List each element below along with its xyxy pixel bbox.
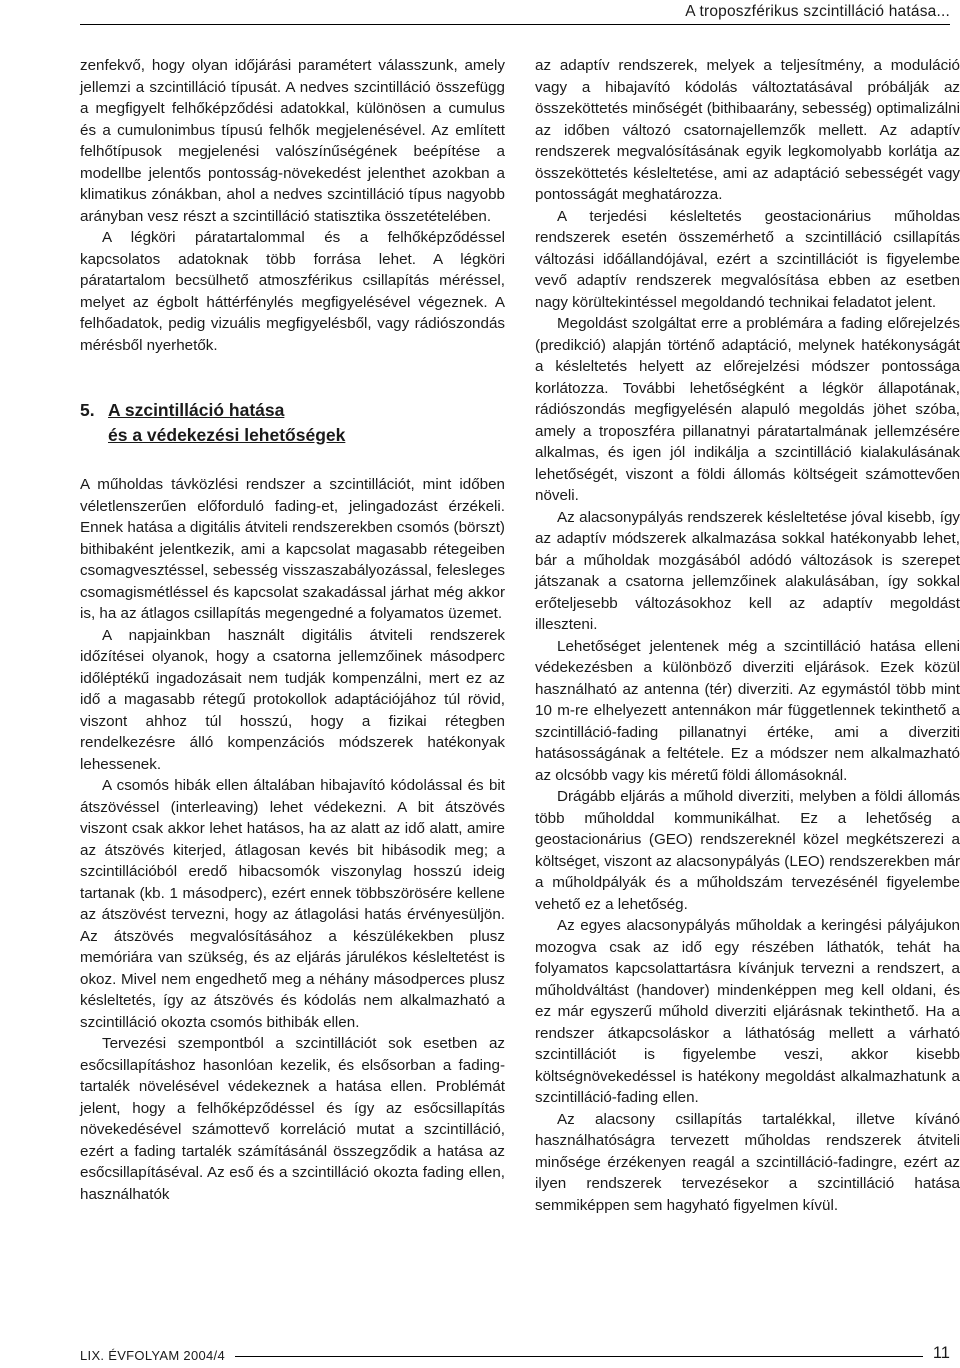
left-paragraph-6: Tervezési szempontból a szcintillációt sok esetben az esőcsillapításhoz hasonlóan kezelik, és elsősorban a fading-tartalék növelésével védekeznek a hatása ellen. Problémát jelent, hogy a felhőképződéssel és így az esőcsillapítás növekedésével számottevő korreláció mutat a szcintilláció, ezért a fading tartalék számításánál összegződik a hatása az esőcsillapításéval. Az eső és a szcintilláció okozta fading ellen, használhatók — [80, 1035, 505, 1203]
right-paragraph-7: Az egyes alacsonypályás műholdak a keringési pályájukon mozogva csak az idő egy részében láthatók, tehát ha folyamatos kapcsolattartásra kívánjuk tervezni a rendszert, a műholdváltást (handover) mindenképpen meg kell oldani, és ez már egyszerű műhold diverziti eljárásnak tekinthető. Ha a rendszer átkapcsoláskor a láthatóság mellett a várható szcintillációt is figyelembe veszi, akkor kisebb költségnövekedéssel is hatékony megoldást alkalmazhatunk a szcintilláció-fading ellen. — [535, 917, 960, 1106]
right-paragraph-4: Az alacsonypályás rendszerek késleltetése jóval kisebb, így az adaptív módszerek alkalmazása sokkal hatékonyabb lehet, bár a műholdak mozgásából adódó változások is szerepet játszanak a csatorna jellemzőinek alakulásában, így sokkal erőteljesebb változásokhoz kell az adaptív megoldást illeszteni. — [535, 508, 960, 633]
right-paragraph-8: Az alacsony csillapítás tartalékkal, illetve kívánó használhatóságra tervezett műholdas rendszerek átviteli minősége érzékenyen reagál a szcintilláció-fadingre, ezért az ilyen rendszerek tervezésekor a szcintilláció hatása semmiképpen sem hagyható figyelmen kívül. — [535, 1110, 960, 1214]
left-paragraph-2: A légköri páratartalommal és a felhőképződéssel kapcsolatos adatoknak több forrása lehet. A légköri páratartalom becsülhető atmoszférikus csillapítás méréssel, melyet az égbolt háttérfénylés megfigyelésével végeznek. A felhőadatok, pedig vizuális megfigyelésből, vagy rádiószondás mérésből nyerhetők. — [80, 229, 505, 354]
left-paragraph-4: A napjainkban használt digitális átviteli rendszerek időzítései olyanok, hogy a csatorna jellemzőinek másodperc időléptékű ingadozásait nem tudják kompenzálni, mert ez az idő a magasabb rétegű protokollok adaptációjához túl rövid, viszont ahhoz túl hosszú, hogy a fizikai rétegben rendelkezésre álló kompenzációs módszerek hatékonyak lehessenek. — [80, 626, 505, 773]
right-paragraph-5: Lehetőséget jelentenek még a szcintilláció hatása elleni védekezésben a különböző diverziti eljárások. Ezek közül használható az antenna (tér) diverziti. Az egymástól több mint 10 m-re elhelyezett antennákon már függetlennek tekinthető a szcintilláció-fading pillanatnyi értéke, ami a diverziti hatásosságának a feltétele. Ez a módszer nem alkalmazható az olcsóbb vagy kis méretű földi állomásoknál. — [535, 637, 960, 784]
header-rule — [80, 24, 950, 25]
left-paragraph-5: A csomós hibák ellen általában hibajavító kódolással és bit átszövéssel (interleaving) lehet védekezni. A bit átszövés viszont csak akkor lehet hatásos, ha az alatt az idő alatt, amire az átszövés kiterjed, átlagosan kevés bit hibásodik meg; a szcintillációból eredő hibacsomók viszonylag hosszú ideig tartanak (kb. 1 másodperc), ezért ennek többszörösére kellene az átszövést tervezni, hogy az átlagolási hatás érvényesüljön. Az átszövés megvalósításához a készülékekben plusz memóriára van szükség, és az eljárás járulékos késleltetést is okoz. Mivel nem engedhető meg a néhány másodperces plusz késleltetés, így az átszövés és kódolás nem alkalmazható a szcintilláció okozta csomós bithibák ellen. — [80, 777, 505, 1031]
page-number: 11 — [923, 1344, 950, 1363]
running-header — [0, 0, 960, 40]
section-number: 5. — [80, 400, 95, 420]
right-column — [535, 55, 960, 1216]
section-title-line-2: és a védekezési lehetőségek — [108, 425, 346, 445]
right-paragraph-3: Megoldást szolgáltat erre a problémára a fading előrejelzés (predikció) alapján történő adaptáció, melynek hatékonyságát a késleltetés helyett az előrejelzési módszer pontossága korlátozza. További lehetőségként a légkör állapotának, rádiószondás megfigyelésén alapuló megoldás jöhet szóba, amely a troposzféra pillanatnyi páratartalmának jellemzésére alkalmas, és igen jól indikálja a szcintilláció kialakulásának lehetőségét, viszont a földi állomás költségeit számottevően növeli. — [535, 315, 960, 504]
section-title-line-1: A szcintilláció hatása — [108, 400, 285, 420]
running-title: A troposzférikus szcintilláció hatása... — [671, 3, 950, 21]
journal-issue: LIX. ÉVFOLYAM 2004/4 — [80, 1348, 235, 1363]
right-paragraph-6: Drágább eljárás a műhold diverziti, melyben a földi állomás több műholddal kommunikálhat. Ez a lehetőség a geostacionárius (GEO) rendszereknél közel megkétszerezi a költséget, viszont az alacsonypályás (LEO) rendszerekben már a műholdpályák és a műholdszám tervezésénél figyelembe vehető ez a lehetőség. — [535, 788, 960, 913]
page-footer — [0, 1334, 960, 1368]
left-paragraph-3: A műholdas távközlési rendszer a szcintillációt, mint időben véletlenszerűen előforduló fading-et, jelingadozást érzékeli. Ennek hatása a digitális átviteli rendszerekben csomós (börszt) bithibaként jelentkezik, ami a kapcsolat magasabb rétegeiben csomagvesztéssel, sebesség visszaszabályozással, felesleges csomagismétléssel és kapcsolat szakadással járhat még akkor is, ha az átlagos csillapítás megengedné a folyamatos üzemet. — [80, 476, 505, 622]
section-heading — [80, 398, 505, 448]
right-paragraph-2: A terjedési késleltetés geostacionárius műholdas rendszerek esetén összemérhető a szcintilláció csillapítás változási időállandójával, ezért a szcintillációt is figyelembe vevő adaptív rendszerek megvalósítása ebben az esetben nagy körültekintéssel megoldandó technikai feladatot jelent. — [535, 207, 960, 311]
left-column — [80, 55, 505, 1205]
left-paragraph-1: zenfekvő, hogy olyan időjárási paramétert válasszunk, amely jellemzi a szcintilláció típusát. A nedves szcintilláció összefügg a megfigyelt felhőképződési adatokkal, különösen a cumulus és a cumulonimbus típusú felhők megjelenésével. Az említett felhőtípusok megjelenési valószínűségének beépítése a modellbe jelentős pontosság-növekedést jelenthet azokban a klimatikus zónákban, ahol a nedves szcintilláció típus nagyobb arányban vesz részt a szcintilláció statisztika összetételében. — [80, 57, 505, 225]
right-paragraph-1: az adaptív rendszerek, melyek a teljesítmény, a moduláció vagy a hibajavító kódolás változtatásával próbálják az összeköttetés minőségét (bithibaarány, sebesség) optimalizálni az időben változó csatornajellemzők mellett. Az adaptív rendszerek megvalósításának egyik legkomolyabb korlátja az összeköttetés késleltetése, ami az adaptáció sebességét vagy pontosságát meghatározza. — [535, 57, 960, 203]
